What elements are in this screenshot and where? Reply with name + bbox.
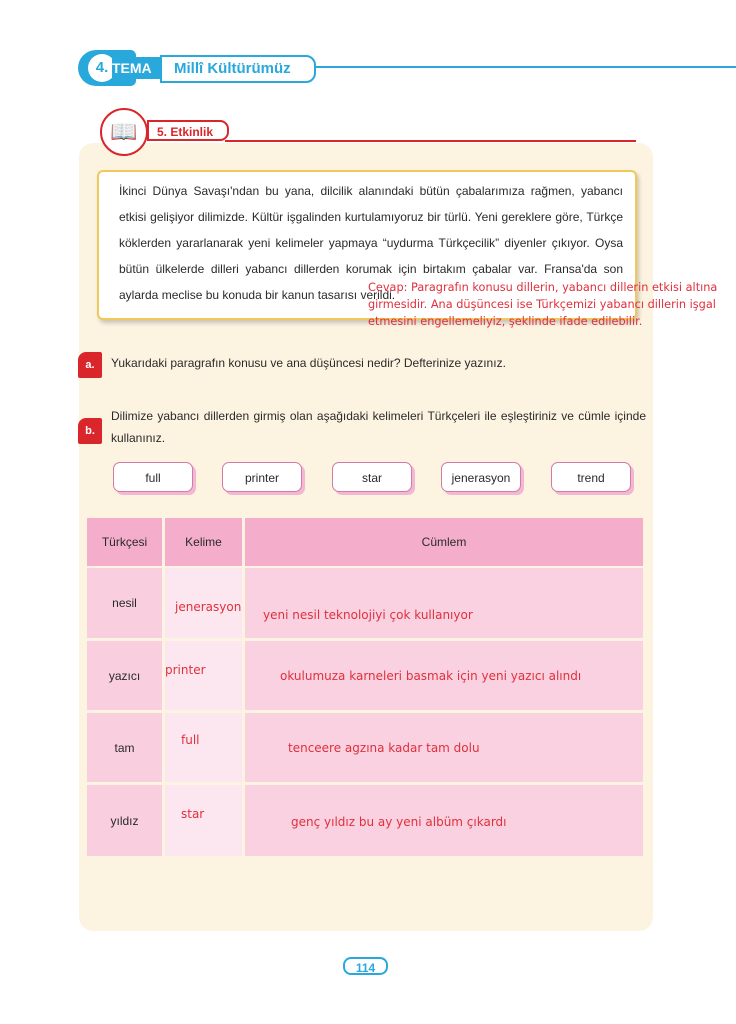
- word-chip: trend: [551, 462, 631, 492]
- word-chip: star: [332, 462, 412, 492]
- theme-number: 4.: [88, 54, 116, 82]
- cell-cumle: [245, 641, 643, 710]
- word-chip: printer: [222, 462, 302, 492]
- activity-label: 5. Etkinlik: [147, 120, 229, 141]
- header-cumlem: Cümlem: [245, 518, 643, 566]
- question-b-text: Dilimize yabancı dillerden girmiş olan aşağıdaki kelimeleri Türkçeleri ile eşleştiriniz ve cümle içinde kullanınız.: [111, 409, 646, 445]
- handwritten-word: jenerasyon: [175, 600, 242, 614]
- activity-line: [225, 140, 636, 142]
- theme-title: Millî Kültürümüz: [160, 55, 316, 83]
- handwritten-word: printer: [165, 663, 206, 677]
- word-chip: jenerasyon: [441, 462, 521, 492]
- cell-turkce: yazıcı: [87, 641, 162, 710]
- theme-label: TEMA: [112, 57, 164, 79]
- theme-header-line: [290, 66, 736, 68]
- cell-kelime: [165, 641, 242, 710]
- cell-cumle: [245, 713, 643, 782]
- cell-cumle: [245, 785, 643, 856]
- question-b-badge: b.: [78, 418, 102, 444]
- word-chip: full: [113, 462, 193, 492]
- cell-cumle: [245, 568, 643, 638]
- question-a-badge: a.: [78, 352, 102, 378]
- header-turkcesi: Türkçesi: [87, 518, 162, 566]
- cell-kelime: [165, 568, 242, 638]
- handwritten-sentence: yeni nesil teknolojiyi çok kullanıyor: [263, 608, 473, 622]
- handwritten-sentence: tenceere agzına kadar tam dolu: [288, 741, 480, 755]
- page-number: 114: [343, 957, 388, 975]
- cell-kelime: [165, 785, 242, 856]
- handwritten-answer: Cevap: Paragrafın konusu dillerin, yabancı dillerin etkisi altına girmesidir. Ana düşüncesi ise Türkçemizi yabancı dillerin işgal etmesini engellemeliyiz, şeklinde ifade edilebilir.: [368, 281, 718, 328]
- handwritten-sentence: okulumuza karneleri basmak için yeni yazıcı alındı: [280, 669, 582, 683]
- handwritten-word: full: [181, 733, 200, 747]
- cell-kelime: [165, 713, 242, 782]
- handwritten-word: star: [181, 807, 205, 821]
- cell-turkce: tam: [87, 713, 162, 782]
- question-a-text: Yukarıdaki paragrafın konusu ve ana düşüncesi nedir? Defterinize yazınız.: [111, 356, 506, 370]
- cell-turkce: nesil: [87, 568, 162, 638]
- cell-turkce: yıldız: [87, 785, 162, 856]
- handwritten-sentence: genç yıldız bu ay yeni albüm çıkardı: [291, 815, 507, 829]
- header-kelime: Kelime: [165, 518, 242, 566]
- open-book-icon: 📖: [100, 108, 148, 156]
- reading-paragraph: İkinci Dünya Savaşı'ndan bu yana, dilcilik alanındaki bütün çabalarımıza rağmen, yabancı etkisi gelişiyor dilimizde. Kültür işgalinden kurtulamıyoruz bir türlü. Yeni gereklere göre, Türkçe köklerden yararlanarak yeni kelimeler yapmaya “uydurma Türkçecilik” diyenler çıkıyor. Oysa bütün ülkelerde dilleri yabancı dillerden korumak için birtakım çabalar var. Fransa'da son aylarda meclise bu konuda bir kanun tasarısı verildi.: [97, 170, 637, 320]
